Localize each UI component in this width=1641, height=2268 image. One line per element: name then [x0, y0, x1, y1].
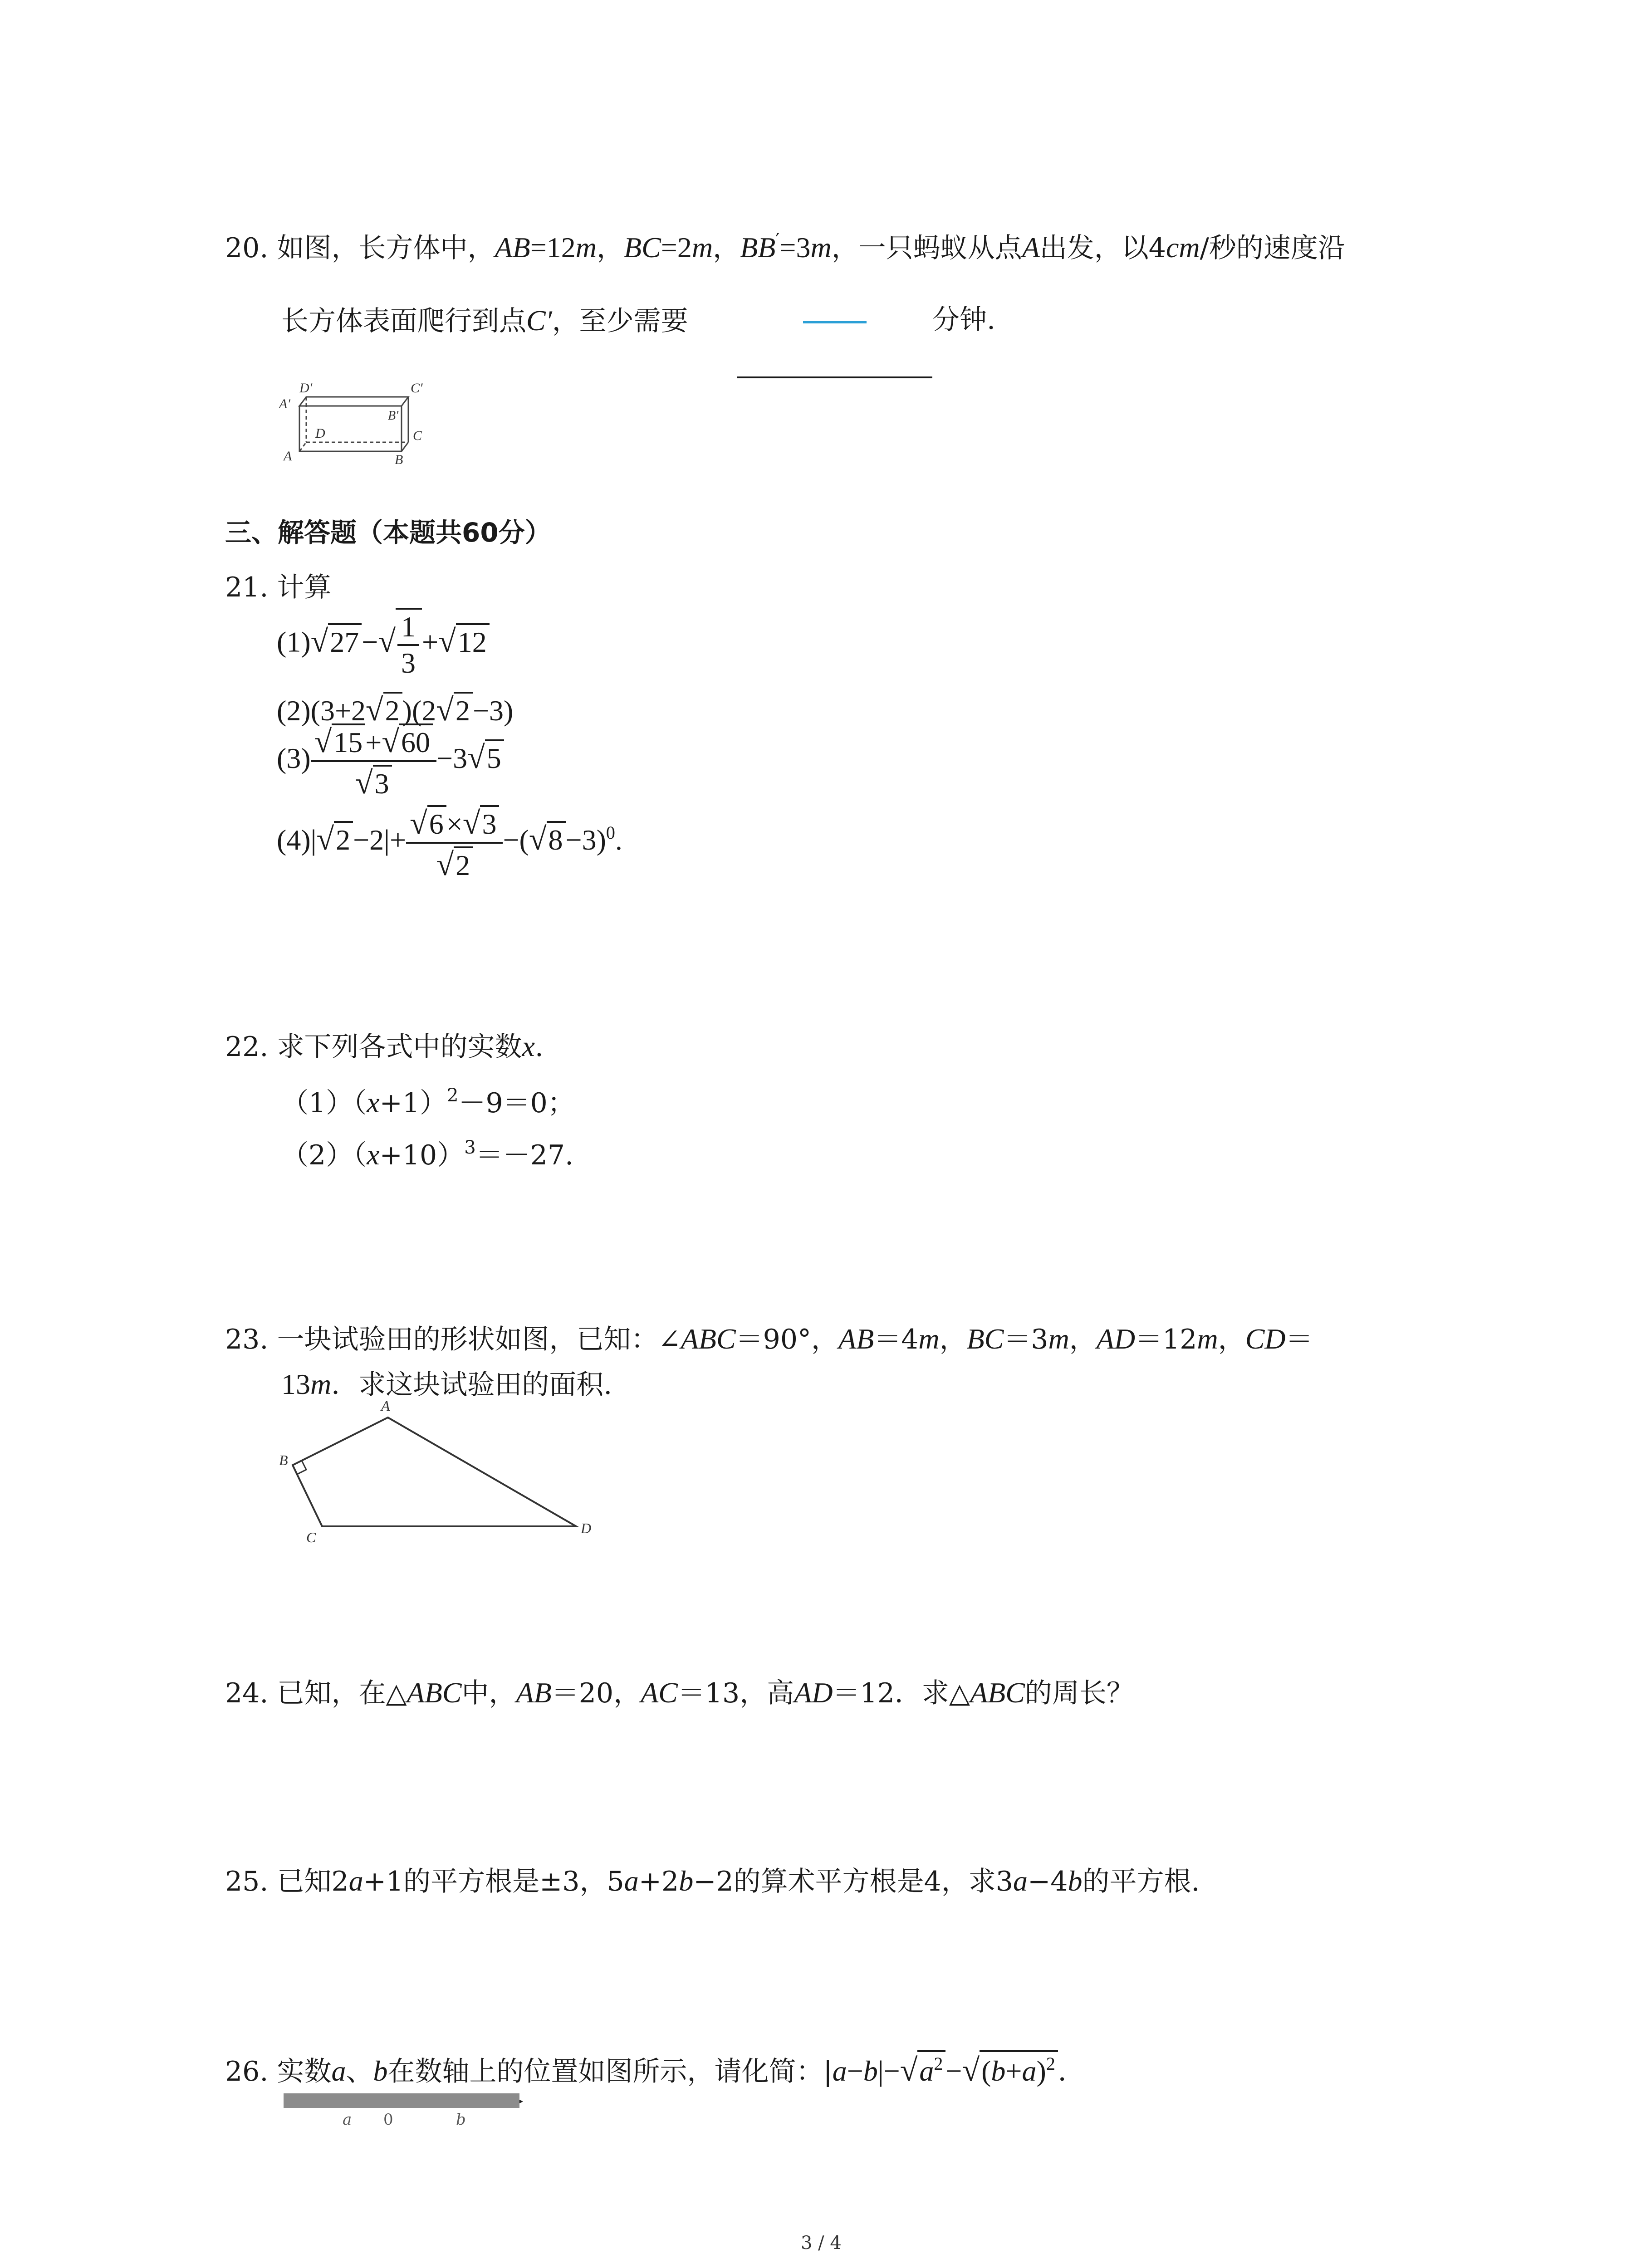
fraction: $\frac{√15+√60}{√3}$ — [311, 723, 436, 799]
page-number: 3 / 4 — [801, 2233, 842, 2253]
fraction: $\frac{√6\times√3}{√2}$ — [406, 805, 503, 881]
label-C: C — [413, 428, 422, 443]
radical: $√a^2$ — [900, 2050, 946, 2086]
q26-text: 26. 实数a、b在数轴上的位置如图所示，请化简：$|a-b|-√a^2-√(b+a)^2$ ． — [225, 2050, 1085, 2086]
label-zero: 0 — [383, 2111, 393, 2129]
label-a: a — [343, 2111, 352, 2129]
answer-blank-color-mark — [803, 321, 867, 323]
label-C-prime: C′ — [411, 381, 423, 396]
label-A: A — [381, 1398, 390, 1414]
q22-part2: $(2)(x+10)^3=-27$. — [281, 1137, 574, 1171]
label-B: B — [279, 1452, 288, 1468]
q21-part4: (4)|√2−2|+ $\frac{√6\times√3}{√2}$ $-(√8-3)^0$. — [277, 806, 622, 883]
number-line-bar — [284, 2093, 519, 2108]
label-B-prime: B′ — [388, 409, 399, 423]
label-B: B — [395, 452, 403, 467]
q20-line2-end: 分钟. — [932, 304, 996, 336]
q21-title: 21. 计算 — [225, 572, 332, 603]
q24-text: 24. 已知，在△ABC中，AB＝20，AC＝13，高AD＝12．求△ABC的周长？ — [225, 1677, 1134, 1709]
radical: √ $\frac{1}{3}$ — [378, 608, 422, 678]
arrow-tip — [519, 2100, 523, 2103]
q25-text: 25. 已知2a+1的平方根是±3，5a+2b−2的算术平方根是4，求3a−4b的平方根. — [225, 1865, 1200, 1897]
q23-line2: 13m．求这块试验田的面积. — [281, 1368, 612, 1401]
cuboid-figure — [274, 379, 438, 469]
q21-part1: (1)√27−√ $\frac{1}{3}$ +√12 — [277, 608, 490, 678]
q23-line1: 23. 一块试验田的形状如图，已知：∠ABC＝90°，AB＝4m，BC＝3m，AD＝12m，CD＝ — [225, 1323, 1313, 1355]
radical: $√(b+a)^2$ — [962, 2050, 1058, 2086]
quadrilateral-figure — [272, 1397, 608, 1551]
label-b: b — [456, 2111, 466, 2129]
q22-title: 22. 求下列各式中的实数x. — [225, 1030, 544, 1063]
section-3-heading: 三、解答题（本题共60分） — [225, 517, 551, 548]
q21-part3: (3) $\frac{√15+√60}{√3}$ −3√5 — [277, 723, 504, 799]
label-C: C — [306, 1529, 316, 1545]
label-D-prime: D′ — [299, 381, 313, 396]
q20-number: 20. — [225, 232, 269, 264]
radical: √12 — [438, 623, 490, 657]
label-D: D — [315, 426, 325, 441]
q20-line2: 长方体表面爬行到点C′，至少需要 — [281, 304, 688, 337]
answer-blank-line[interactable] — [737, 376, 932, 378]
label-D: D — [581, 1520, 592, 1536]
q20-line1: 20. 如图，长方体中，AB=12m，BC=2m，BB′=3m，一只蚂蚁从点A出发，以4cm/秒的速度沿 — [225, 230, 1345, 264]
number-line-figure — [284, 2093, 519, 2130]
radical: √27 — [311, 623, 362, 657]
label-A: A — [284, 449, 292, 464]
q22-part1: $(1)(x+1)^2-9=0$； — [281, 1085, 575, 1119]
q21-part2: (2)(3+2√2)(2√2−3) — [277, 692, 514, 728]
label-A-prime: A′ — [279, 396, 290, 411]
